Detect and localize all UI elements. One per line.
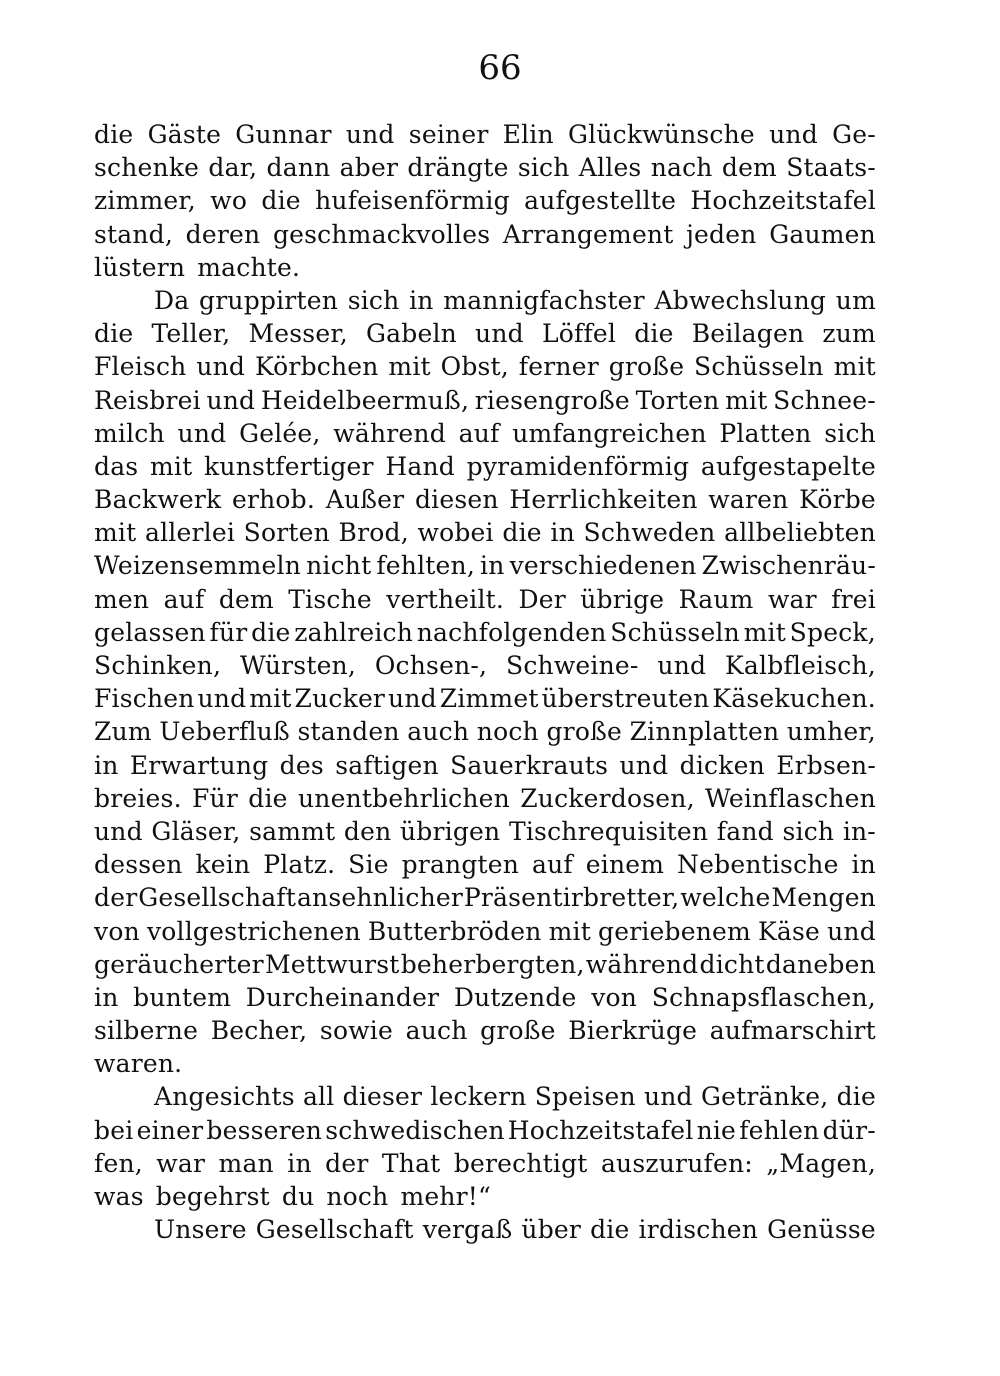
word: Speisen [534,1082,636,1112]
word: Sie [348,850,389,880]
word: die [836,1082,876,1112]
text-line [94,184,876,217]
word: unentbehrlichen [297,783,510,813]
word: dem [218,584,274,614]
word: für [209,617,248,647]
text-line [94,1080,876,1113]
word: fehlten, [376,551,475,581]
word: Glückwünsche [567,120,755,149]
word: mit [725,385,768,415]
text-line [94,1047,876,1080]
word: Hochzeitstafel [507,1115,694,1145]
word: und [657,651,707,680]
word: mit [249,684,292,714]
word: des [279,750,324,780]
word: drängte [407,153,509,183]
word: Tischrequisiten [508,816,709,846]
word: Mengen [771,883,876,913]
word: bei [94,1115,134,1145]
word: schwedischen [325,1115,505,1145]
word: erhob. [231,485,316,515]
word: Ochsen-, [374,651,488,680]
word: Obst, [440,352,509,382]
word: vertheilt. [386,584,505,614]
word: Käsekuchen. [712,684,876,714]
word: einem [585,850,665,880]
word: aufgestellte [524,186,677,216]
word: Kalbfleisch, [725,651,876,680]
text-line [94,1014,876,1047]
word: Zuckerdosen, [520,783,695,813]
word: gruppirten [199,285,338,315]
word: Gelée, [239,418,321,448]
word: verschiedenen [509,551,697,581]
word: nicht [306,551,372,581]
word: pyramidenförmig [466,451,690,481]
word: sich [347,285,400,315]
word: aufmarschirt [709,1016,876,1046]
text-line [94,948,876,981]
word: und [643,1082,693,1112]
word: jeden [686,219,757,249]
word: Für [192,783,238,813]
word: ferner [518,352,599,382]
word: Bierkrüge [568,1016,698,1046]
word: aber [339,153,399,183]
word: was [94,1182,144,1211]
word: begehrst [155,1182,270,1211]
word: und [197,684,247,714]
word: milch [94,418,165,448]
word: Dutzende [453,982,577,1012]
text-line [94,749,876,782]
text-line [94,284,876,317]
word: dür- [822,1115,876,1145]
word: waren. [94,1049,183,1079]
word: dessen [94,850,183,880]
word: Hochzeitstafel [690,186,876,216]
word: große [546,717,622,747]
word: Zwischenräu- [701,551,876,581]
text-line [94,715,876,748]
word: der [94,883,138,913]
word: Staats- [786,153,876,183]
word: Sorten [243,518,330,548]
word: wo [210,186,248,216]
word: in [550,518,575,548]
word: Fleisch [94,352,187,382]
word: Teller, [151,319,231,349]
word: während [333,418,446,448]
word: Weinflaschen [705,783,876,813]
word: besseren [206,1115,323,1145]
word: welche [680,883,771,913]
word: war [767,584,817,614]
word: prangten [401,850,520,880]
word: Herrlichkeiten [509,485,698,515]
word: Gesellschaft [138,883,297,913]
word: Schüsseln [694,352,824,382]
word: frei [831,584,876,614]
word: einer [136,1115,204,1145]
word: von [94,916,140,946]
word: sowie [319,1016,393,1046]
word: Gabeln [365,319,457,349]
word: breies. [94,783,182,813]
word: leckern [430,1082,527,1112]
word: Da [154,285,190,315]
word: Schweden [583,518,716,548]
word: geriebenem [598,916,751,946]
word: dar, [208,153,258,183]
word: Schüsseln [610,617,740,647]
text-line [94,649,876,682]
word: dieser [342,1082,423,1112]
word: mit [94,518,137,548]
word: Zum [94,717,152,747]
word: den [343,816,392,846]
word: über [521,1215,582,1245]
word: Raum [678,584,754,614]
word: die [248,783,288,813]
word: Alles [578,153,642,183]
word: Elin [502,120,554,149]
text-line [94,450,876,483]
text-line [94,549,876,582]
word: Angesichts [154,1082,295,1112]
text-line [94,118,876,151]
word: Unsere [154,1215,247,1245]
word: Erwartung [129,750,269,780]
word: Zimmet [439,684,539,714]
word: Erbsen- [776,750,876,780]
word: das [94,451,139,481]
word: Tische [288,584,372,614]
word: kunstfertiger [204,451,374,481]
word: der [325,1148,369,1178]
text-line [94,981,876,1014]
word: und [475,319,524,349]
word: übrige [580,584,665,614]
word: dicht [699,949,765,979]
text-line [94,881,876,914]
word: und [345,120,395,149]
text-line [94,1213,876,1246]
word: in [94,982,119,1012]
word: Schweine- [506,651,639,680]
word: irdischen [638,1215,759,1245]
word: Hand [385,451,455,481]
word: Ueberfluß [159,717,290,747]
word: buntem [133,982,232,1012]
word: auch [407,717,470,747]
word: gelassen [94,617,206,647]
word: allerlei [144,518,236,548]
word: Schnapsflaschen, [651,982,876,1012]
word: Käse [758,916,821,946]
text-line [94,483,876,516]
word: Nebentische [677,850,839,880]
word: Gesellschaft [255,1215,414,1245]
text-line [94,516,876,549]
word: mehr!“ [400,1182,492,1211]
word: auf [532,850,573,880]
word: und [177,418,227,448]
word: umfangreichen [512,418,707,448]
text-line [94,782,876,815]
word: und [769,120,818,149]
word: Brod, [338,518,409,548]
word: Reisbrei [94,385,201,415]
word: noch [476,717,539,747]
word: Platten [719,418,812,448]
word: deren [185,219,261,249]
word: Schnee- [773,385,876,415]
word: in [851,850,876,880]
word: mit [150,451,193,481]
word: berechtigt [453,1148,588,1178]
word: überstreuten [541,684,710,714]
word: hufeisenförmig [315,186,510,216]
word: ansehnlicher [296,883,464,913]
text-line [94,1180,876,1213]
text-line [94,583,876,616]
word: und [827,916,876,946]
word: Präsentirbretter, [463,883,680,913]
word: That [381,1148,441,1178]
word: die [590,1215,630,1245]
word: man [218,1148,274,1178]
text-line [94,682,876,715]
word: übrigen [400,816,501,846]
text-line [94,1114,876,1147]
word: noch [326,1182,389,1211]
word: Außer [325,485,405,515]
text-line [94,218,876,251]
word: sich [824,418,876,448]
word: machte. [197,252,301,282]
word: und [94,816,143,846]
word: die [261,186,301,216]
word: schenke [94,153,200,183]
word: Zinnplatten [629,717,780,747]
word: auszurufen: [600,1148,753,1178]
word: die [94,120,134,149]
word: Zucker [294,684,386,714]
word: Würsten, [239,651,357,680]
text-line [94,317,876,350]
word: Schinken, [94,651,222,680]
word: Abwechslung [654,285,827,315]
word: geräucherter [94,949,264,979]
word: Gläser, [151,816,241,846]
word: fehlen [739,1115,820,1145]
text-line [94,848,876,881]
word: beherbergten, [400,949,585,979]
word: Durcheinander [245,982,440,1012]
word: und [196,352,246,382]
word: seiner [408,120,489,149]
word: in [409,285,434,315]
word: Messer, [248,319,348,349]
word: große [480,1016,556,1046]
word: auch [405,1016,468,1046]
text-line [94,815,876,848]
word: daneben [765,949,876,979]
word: in- [842,816,876,846]
word: nachfolgenden [416,617,607,647]
word: sich [782,816,835,846]
word: stand, [94,219,174,249]
word: dann [266,153,331,183]
word: Gaumen [769,219,876,249]
word: Butterbröden [367,916,542,946]
word: zum [822,319,876,349]
word: Backwerk [94,485,222,515]
text-line [94,417,876,450]
word: die [502,518,542,548]
word: saftigen [335,750,439,780]
word: Platz. [263,850,336,880]
word: Becher, [210,1016,308,1046]
word: mit [833,352,876,382]
word: umher, [786,717,876,747]
word: während [585,949,699,979]
word: mit [388,352,431,382]
word: Löffel [541,319,617,349]
word: nach [650,153,713,183]
word: all [302,1082,335,1112]
word: Heidelbeermuß, [260,385,470,415]
word: Fischen [94,684,195,714]
text-line [94,151,876,184]
word: von [591,982,638,1012]
word: Körbchen [254,352,379,382]
word: diesen [414,485,499,515]
word: fand [716,816,774,846]
word: und [206,385,256,415]
word: Gunnar [235,120,332,149]
word: geschmackvolles [272,219,491,249]
word: Der [518,584,566,614]
word: Speck, [789,617,876,647]
word: dicken [679,750,765,780]
word: Weizensemmeln [94,551,302,581]
word: sammt [249,816,336,846]
word: riesengroße [474,385,630,415]
word: nie [696,1115,737,1145]
word: men [94,584,150,614]
word: lüstern [94,252,186,282]
word: allbeliebten [724,518,876,548]
word: in [480,551,505,581]
word: mit [743,617,786,647]
word: die [94,319,134,349]
word: wobei [417,518,494,548]
text-line [94,1147,876,1180]
word: Getränke, [700,1082,829,1112]
word: große [608,352,685,382]
word: um [835,285,876,315]
word: fen, [94,1148,143,1178]
word: kein [195,850,251,880]
word: sich [517,153,570,183]
word: Beilagen [691,319,805,349]
word: aufgestapelte [700,451,876,481]
word: Sauerkrauts [450,750,609,780]
word: du [281,1182,315,1211]
body-text [94,118,876,1246]
word: Mettwurst [264,949,400,979]
text-line [94,350,876,383]
word: auf [163,584,205,614]
word: standen [297,717,400,747]
word: in [94,750,119,780]
word: waren [708,485,789,515]
word: mannigfachster [443,285,645,315]
word: Arrangement [502,219,674,249]
word: vergaß [422,1215,513,1245]
word: zahlreich [294,617,414,647]
word: und [619,750,669,780]
text-line [94,251,876,284]
word: die [251,617,291,647]
word: auf [458,418,500,448]
page-number: 66 [478,48,522,88]
word: silberne [94,1016,199,1046]
word: zimmer, [94,186,196,216]
word: mit [548,916,591,946]
word: „Magen, [766,1148,876,1178]
text-line [94,616,876,649]
word: die [634,319,674,349]
word: Torten [635,385,720,415]
word: Gäste [147,120,222,149]
text-line [94,384,876,417]
word: dem [721,153,777,183]
word: Ge- [832,120,876,149]
word: in [287,1148,312,1178]
word: vollgestrichenen [146,916,361,946]
word: Körbe [799,485,876,515]
word: und [388,684,437,714]
word: Genüsse [767,1215,876,1245]
text-line [94,915,876,948]
word: war [156,1148,206,1178]
